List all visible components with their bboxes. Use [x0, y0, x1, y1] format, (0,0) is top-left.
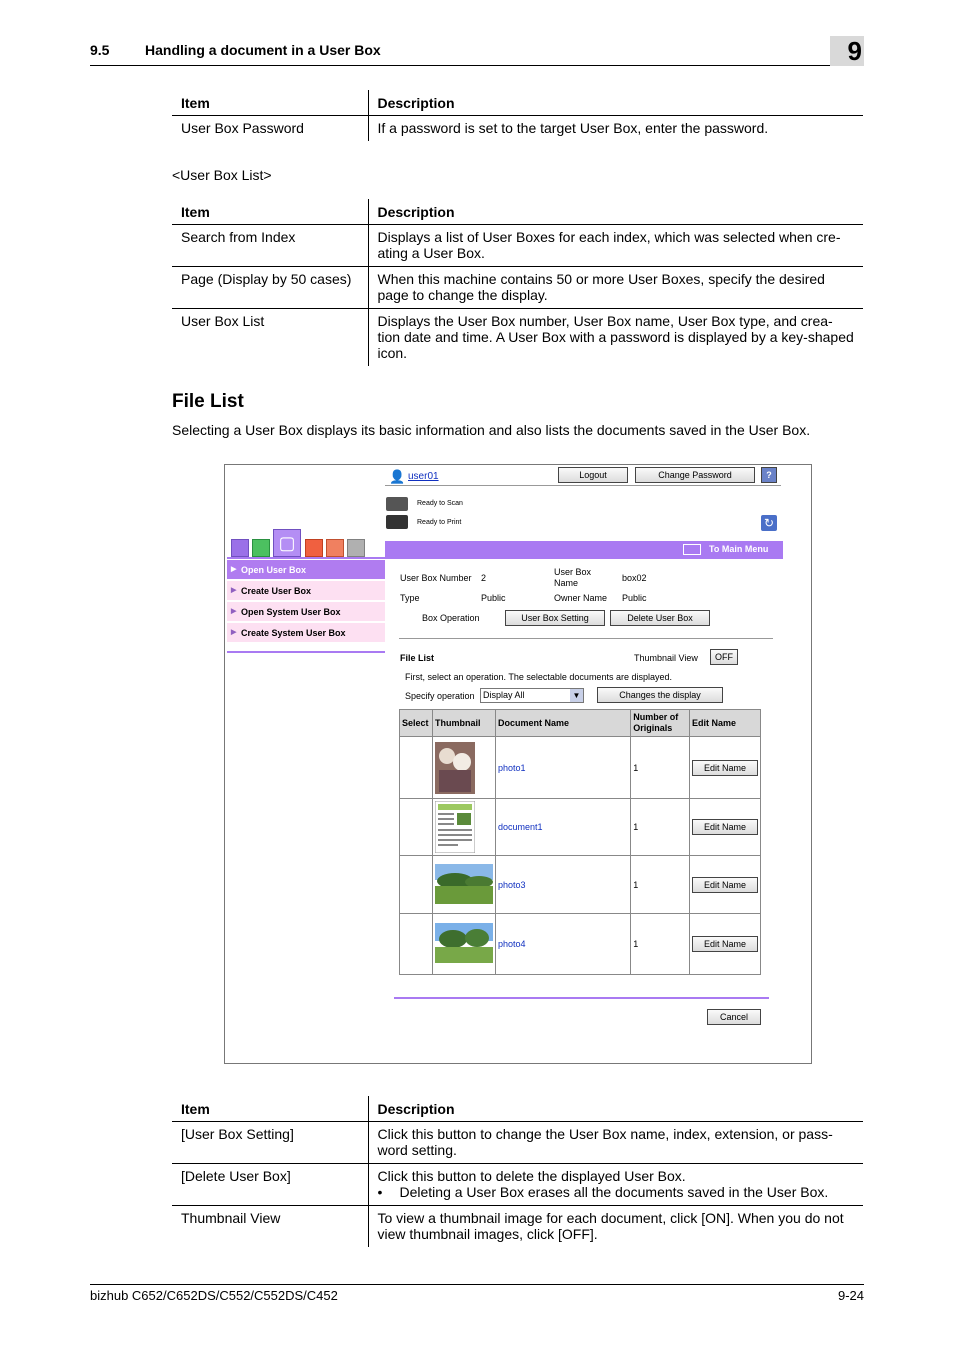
store-address-tab-icon[interactable]: [326, 539, 344, 557]
password-table: [172, 90, 863, 141]
document-name-link[interactable]: photo1: [495, 737, 630, 799]
type-label: Type: [400, 593, 420, 603]
file-list-heading: File List: [172, 391, 244, 412]
owner-label: Owner Name: [554, 593, 608, 603]
chevron-down-icon: ▼: [570, 689, 583, 702]
document-name-link[interactable]: photo4: [495, 914, 630, 975]
box-number: 2: [481, 573, 487, 583]
print-tab-icon[interactable]: [305, 539, 323, 557]
user-icon: 👤: [389, 469, 406, 484]
col-number-of-originals: Number of Originals: [631, 710, 690, 737]
system-tab-icon[interactable]: [231, 539, 249, 557]
col-item: Item: [172, 199, 368, 225]
user-box-list-table: [172, 199, 863, 366]
document-name-link[interactable]: photo3: [495, 856, 630, 914]
menu-open-user-box[interactable]: ▶ Open User Box: [227, 560, 385, 580]
box-name: box02: [622, 573, 647, 583]
select-cell[interactable]: [400, 856, 433, 914]
table-row: User Box List Displays the User Box number, User Box name, User Box type, and crea-tion date and time. A User Box with a password is displayed by a key-shaped icon.: [172, 309, 863, 367]
select-cell[interactable]: [400, 737, 433, 799]
menu-create-user-box[interactable]: ▶ Create User Box: [227, 581, 385, 601]
printer-icon: [386, 515, 408, 529]
table-row: User Box Password If a password is set to the target User Box, enter the password.: [172, 116, 863, 142]
col-edit-name: Edit Name: [690, 710, 761, 737]
col-description: Description: [368, 90, 863, 116]
bullet-icon: •: [377, 1184, 383, 1200]
document-name-link[interactable]: document1: [495, 799, 630, 856]
edit-name-button[interactable]: Edit Name: [692, 819, 758, 835]
col-description: Description: [368, 1096, 863, 1122]
table-row: [400, 856, 761, 914]
footer-page-number: 9-24: [837, 1288, 864, 1303]
table-row: Page (Display by 50 cases) When this machine contains 50 or more User Boxes, specify the desired page to change the display.: [172, 267, 863, 309]
photo-thumbnail: [435, 742, 475, 794]
col-thumbnail: Thumbnail: [432, 710, 495, 737]
landscape-thumbnail: [435, 923, 493, 963]
file-list-intro: Selecting a User Box displays its basic information and also lists the documents saved in the User Box.: [172, 422, 811, 438]
scanner-icon: [386, 497, 408, 511]
table-row: [Delete User Box] Click this button to delete the displayed User Box. • Deleting a User Box erases all the documents saved in the User Box.: [172, 1164, 863, 1206]
col-item: Item: [172, 1096, 368, 1122]
edit-name-button[interactable]: Edit Name: [692, 936, 758, 952]
thumbnail-view-toggle[interactable]: OFF: [710, 649, 738, 665]
col-description: Description: [368, 199, 863, 225]
col-document-name: Document Name: [495, 710, 630, 737]
box-name-label: User Box Name: [554, 567, 592, 588]
instruction-text: First, select an operation. The selectable documents are displayed.: [405, 672, 672, 682]
thumbnail-view-label: Thumbnail View: [634, 653, 698, 663]
help-icon[interactable]: ?: [761, 467, 777, 483]
table-row: [400, 914, 761, 975]
page-header: [90, 36, 864, 66]
specify-operation-label: Specify operation: [405, 691, 475, 701]
edit-name-button[interactable]: Edit Name: [692, 877, 758, 893]
specify-operation-select[interactable]: Display All ▼: [480, 688, 584, 703]
menu-create-system-user-box[interactable]: ▶ Create System User Box: [227, 623, 385, 643]
pagescope-screenshot: [224, 464, 812, 1064]
main-menu-icon: [683, 544, 701, 555]
box-operation-label: Box Operation: [422, 613, 480, 623]
user-box-setting-button[interactable]: User Box Setting: [505, 610, 605, 626]
edit-name-button[interactable]: Edit Name: [692, 760, 758, 776]
user-box-list-label: <User Box List>: [172, 167, 272, 183]
col-select: Select: [400, 710, 433, 737]
change-password-button[interactable]: Change Password: [635, 467, 755, 483]
originals-count: 1: [631, 856, 690, 914]
file-list-title: File List: [400, 653, 435, 663]
changes-display-button[interactable]: Changes the display: [597, 687, 723, 703]
file-table: [399, 709, 761, 975]
document-thumbnail: [435, 801, 475, 853]
originals-count: 1: [631, 799, 690, 856]
owner-value: Public: [622, 593, 647, 603]
section-title: Handling a document in a User Box: [145, 42, 381, 58]
footer-rule: [90, 1284, 864, 1285]
box-tab-icon[interactable]: ▢: [273, 529, 301, 557]
cancel-button[interactable]: Cancel: [707, 1009, 761, 1025]
select-cell[interactable]: [400, 914, 433, 975]
chapter-badge: 9: [830, 36, 864, 66]
menu-open-system-user-box[interactable]: ▶ Open System User Box: [227, 602, 385, 622]
section-number: 9.5: [90, 42, 110, 58]
box-number-label: User Box Number: [400, 573, 472, 583]
footer-model: bizhub C652/C652DS/C552/C552DS/C452: [90, 1288, 338, 1303]
landscape-thumbnail: [435, 864, 493, 904]
table-row: Thumbnail View To view a thumbnail image for each document, click [ON]. When you do not view thumbnail images, click [OFF].: [172, 1206, 863, 1248]
type-value: Public: [481, 593, 506, 603]
file-list-items-table: [172, 1096, 863, 1247]
table-row: [400, 737, 761, 799]
refresh-icon[interactable]: ↻: [761, 515, 777, 531]
originals-count: 1: [631, 914, 690, 975]
col-item: Item: [172, 90, 368, 116]
delete-user-box-button[interactable]: Delete User Box: [610, 610, 710, 626]
select-cell[interactable]: [400, 799, 433, 856]
favorite-tab-icon[interactable]: [347, 539, 365, 557]
table-row: [400, 799, 761, 856]
ready-scan-status: Ready to Scan: [417, 500, 463, 507]
job-tab-icon[interactable]: [252, 539, 270, 557]
to-main-menu-link[interactable]: To Main Menu: [709, 544, 769, 554]
logout-button[interactable]: Logout: [558, 467, 628, 483]
originals-count: 1: [631, 737, 690, 799]
user-name[interactable]: user01: [408, 471, 439, 482]
table-row: [User Box Setting] Click this button to change the User Box name, index, extension, or pass-word setting.: [172, 1122, 863, 1164]
main-menu-bar: [385, 541, 783, 559]
table-row: Search from Index Displays a list of User Boxes for each index, which was selected when cre-ating a User Box.: [172, 225, 863, 267]
ready-print-status: Ready to Print: [417, 519, 462, 526]
